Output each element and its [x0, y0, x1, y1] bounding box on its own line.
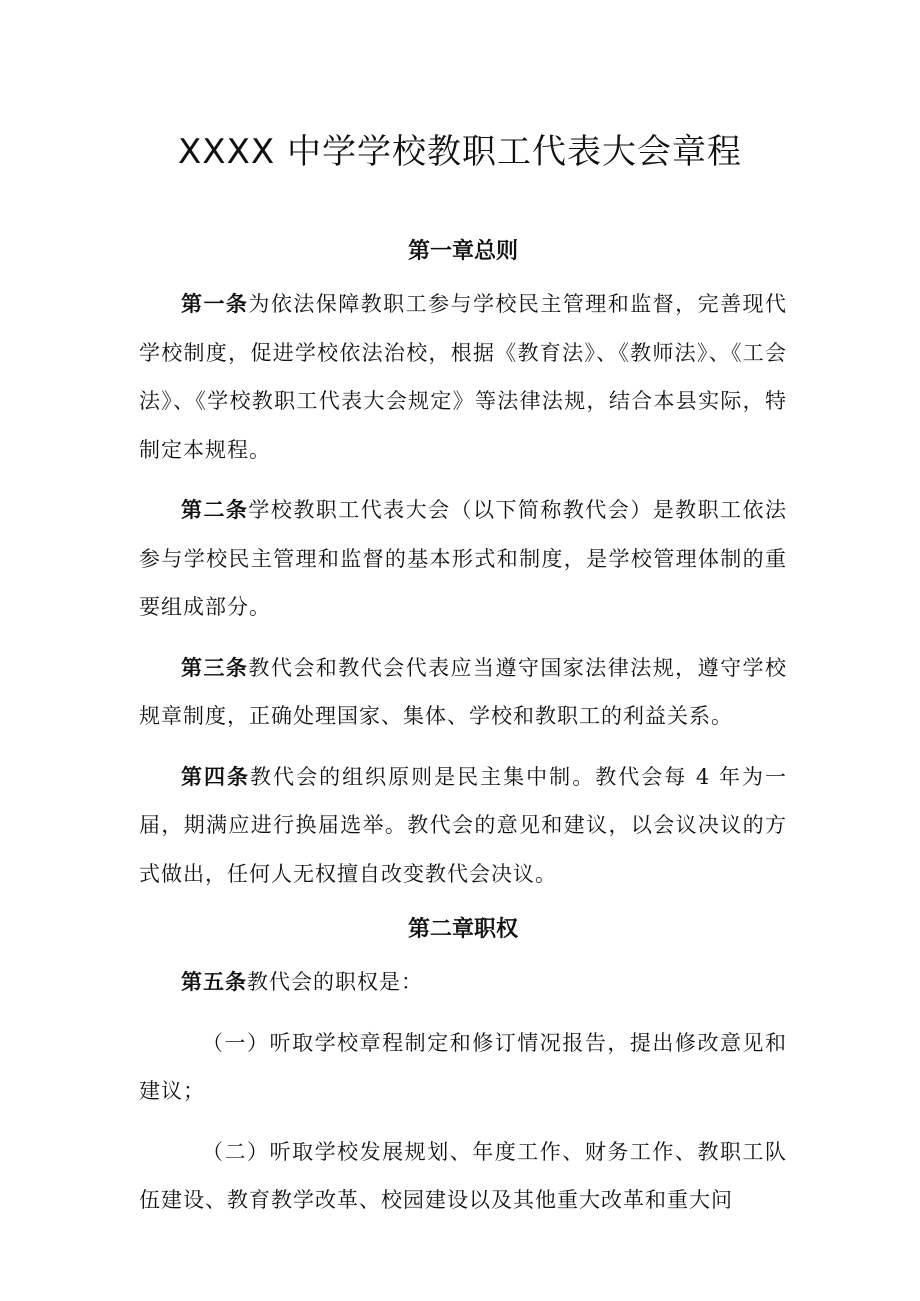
article-2: [139, 486, 787, 632]
article-label: 第五条: [181, 970, 247, 994]
article-3: [139, 644, 787, 741]
chapter-heading-powers: 第二章职权: [407, 917, 518, 942]
article-label: 第一条: [181, 292, 249, 316]
document-body: [139, 228, 787, 1237]
article-text: 学校教职工代表大会（以下简称教代会）是教职工依法参与学校民主管理和监督的基本形式和制度，是学校管理体制的重要组成部分。: [139, 498, 788, 619]
article-5: [139, 958, 787, 1007]
article-label: 第四条: [181, 764, 251, 789]
article-text: 教代会的职权是：: [247, 970, 423, 994]
list-item-2: （二）听取学校发展规划、年度工作、财务工作、教职工队伍建设、教育教学改革、校园建设以及其他重大改革和重大问: [139, 1139, 787, 1212]
article-4: [139, 753, 787, 899]
article-1: [139, 280, 787, 474]
article-label: 第三条: [181, 655, 249, 680]
article-text: 教代会的组织原则是民主集中制。教代会每 4 年为一届，期满应进行换届选举。教代会的意见和建议，以会议决议的方式做出，任何人无权擅自改变教代会决议。: [139, 764, 788, 886]
list-item-1: （一）听取学校章程制定和修订情况报告，提出修改意见和建议；: [139, 1030, 787, 1103]
article-label: 第二条: [181, 498, 249, 522]
article-text: 教代会和教代会代表应当遵守国家法律法规，遵守学校规章制度，正确处理国家、集体、学校和教职工的利益关系。: [139, 655, 788, 728]
chapter-heading-general: 第一章总则: [407, 239, 518, 264]
article-text: 为依法保障教职工参与学校民主管理和监督，完善现代学校制度，促进学校依法治校，根据《教育法》、《教师法》、《工会法》、《学校教职工代表大会规定》等法律法规，结合本县实际，特制定本规程。: [139, 292, 788, 462]
document-title: XXXX 中学学校教职工代表大会章程: [178, 132, 742, 172]
